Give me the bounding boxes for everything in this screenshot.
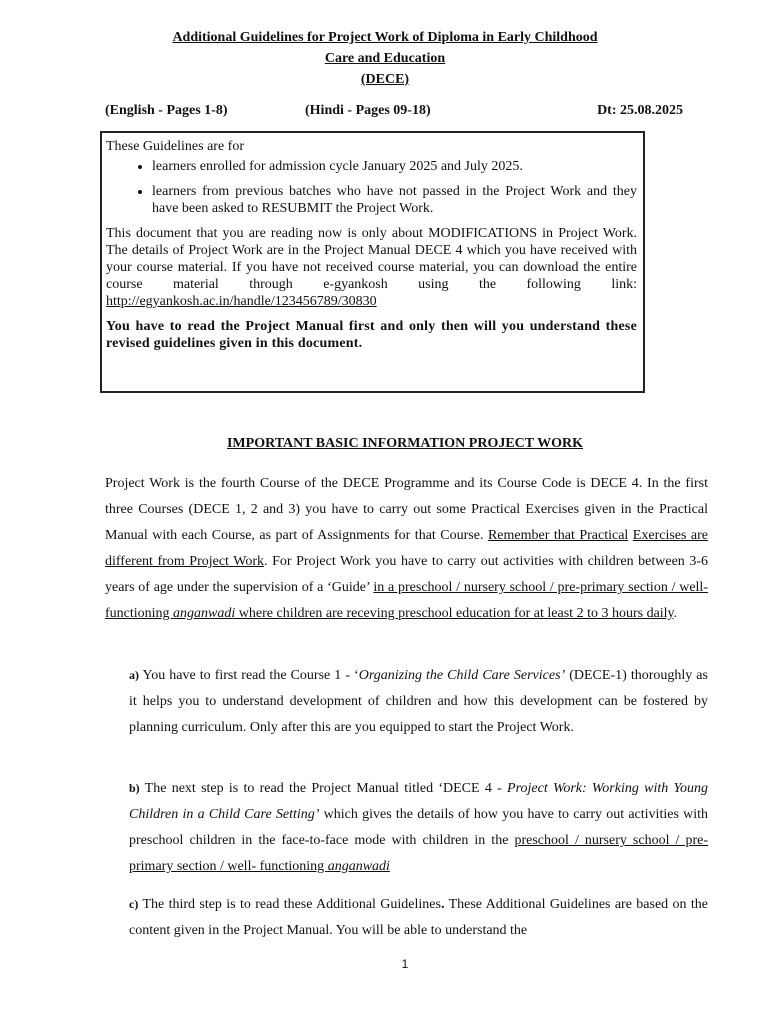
hindi-pages-label: (Hindi - Pages 09-18) (305, 103, 431, 118)
section-heading: IMPORTANT BASIC INFORMATION PROJECT WORK (226, 436, 584, 451)
step-a (129, 662, 708, 741)
main-underline-1: Remember that Practical (487, 528, 629, 543)
step-a-label: a) (129, 668, 139, 682)
main-underline-4: in a preschool / nursery school / pre-primary section / well- functioning (105, 580, 708, 621)
step-b-underline: preschool / nursery school / pre-primary section / well- functioning (129, 833, 708, 874)
step-b-text-1: The next step is to read the Project Manual titled ‘DECE 4 - (139, 781, 508, 796)
document-title-line-3: (DECE) (360, 72, 410, 87)
step-c-label: c) (129, 897, 139, 911)
main-underline-3: different from Project Work (105, 554, 265, 569)
step-a-italic: Organizing the Child Care Services’ (358, 668, 566, 683)
main-paragraph (105, 471, 708, 627)
egyankosh-link[interactable]: http://egyankosh.ac.in/handle/123456789/30830 (106, 294, 377, 309)
step-c-text-2: These Additional Guidelines are based on the content given in the Project Manual. You will be able to understand the (129, 897, 708, 938)
modifications-text: This document that you are reading now is only about MODIFICATIONS in Project Work. The details of Project Work are in the Project Manual DECE 4 which you have received with your course material. If you have not received course material, you can download the entire course material through e-gyankosh using the following link: (106, 226, 637, 292)
main-underline-5: where children are receving preschool education for at least 2 to 3 hours daily (235, 606, 674, 621)
modifications-paragraph (106, 225, 637, 310)
main-text-end: . (673, 606, 678, 621)
notice-bullet-list (106, 158, 637, 217)
notice-intro: These Guidelines are for (106, 139, 244, 154)
document-title-line-2: Care and Education (324, 51, 446, 66)
main-text-2: . For Project Work you have to carry out activities with children between 3-6 years of age under the supervision of a ‘Guide’ (105, 554, 709, 595)
step-b-underline-anganwadi: anganwadi (327, 859, 390, 874)
step-b-label: b) (129, 781, 140, 795)
notice-box (100, 131, 645, 393)
step-a-text-1: You have to first read the Course 1 - ‘ (139, 668, 359, 683)
step-b-italic: Project Work: Working with Young Children in a Child Care Setting’ (129, 781, 708, 822)
main-text-1: Project Work is the fourth Course of the DECE Programme and its Course Code is DECE 4. In the first three Courses (DECE 1, 2 and 3) you have to carry out some Practical Exercises given in the Practical Manual with each Course, as part of Assignments for that Course. (105, 476, 708, 543)
main-underline-anganwadi: anganwadi (173, 606, 236, 621)
step-c-bold-period: . (440, 897, 445, 912)
page-number: 1 (401, 957, 409, 971)
notice-bullet-item: • learners enrolled for admission cycle January 2025 and July 2025. (152, 158, 637, 175)
document-date: Dt: 25.08.2025 (597, 103, 683, 118)
step-c-text-1: The third step is to read these Additional Guidelines (138, 897, 441, 912)
step-a-text-2: (DECE-1) thoroughly as it helps you to understand development of children and how this development can be fostered by planning curriculum. Only after this are you equipped to start the Project Work. (129, 668, 708, 735)
main-underline-2: Exercises are (632, 528, 709, 543)
read-manual-warning: You have to read the Project Manual first and only then will you understand these revised guidelines given in this document. (106, 319, 637, 351)
notice-bullet-item: • learners from previous batches who have not passed in the Project Work and they have been asked to RESUBMIT the Project Work. (152, 183, 637, 217)
step-c (129, 891, 708, 944)
document-title-line-1: Additional Guidelines for Project Work of Diploma in Early Childhood (172, 30, 598, 45)
step-b (129, 775, 708, 880)
english-pages-label: (English - Pages 1-8) (105, 103, 228, 118)
step-b-text-2: which gives the details of how you have to carry out activities with preschool children in the face-to-face mode with children in the (129, 807, 709, 848)
